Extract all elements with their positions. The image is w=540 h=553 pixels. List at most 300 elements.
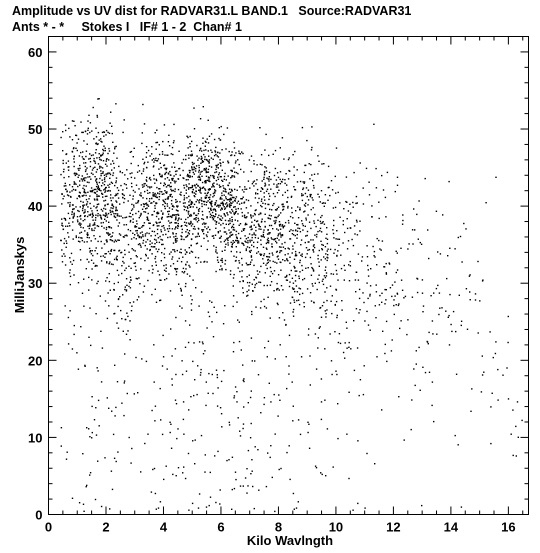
data-point — [268, 240, 269, 241]
data-point — [321, 215, 322, 216]
data-point — [271, 237, 272, 238]
data-point — [213, 235, 214, 236]
data-point — [94, 189, 95, 190]
data-point — [155, 256, 156, 257]
data-point — [83, 212, 84, 213]
data-point — [104, 257, 105, 258]
data-point — [294, 509, 295, 510]
data-point — [96, 196, 97, 197]
data-point — [336, 230, 337, 231]
data-point — [308, 328, 309, 329]
data-point — [207, 249, 208, 250]
data-point — [101, 381, 102, 382]
data-point — [326, 309, 327, 310]
data-point — [359, 230, 360, 231]
data-point — [157, 212, 158, 213]
data-point — [220, 205, 221, 206]
data-point — [227, 242, 228, 243]
data-point — [249, 159, 250, 160]
data-point — [251, 256, 252, 257]
data-point — [195, 439, 196, 440]
data-point — [65, 183, 66, 184]
data-point — [82, 208, 83, 209]
data-point — [273, 290, 274, 291]
data-point — [330, 286, 331, 287]
data-point — [217, 177, 218, 178]
data-point — [264, 174, 265, 175]
data-point — [309, 163, 310, 164]
data-point — [470, 299, 471, 300]
data-point — [147, 257, 148, 258]
data-point — [354, 370, 355, 371]
data-point — [252, 183, 253, 184]
data-point — [98, 203, 99, 204]
data-point — [141, 204, 142, 205]
data-point — [168, 141, 169, 142]
data-point — [141, 173, 142, 174]
data-point — [76, 142, 77, 143]
data-point — [333, 253, 334, 254]
data-point — [175, 348, 176, 349]
data-point — [244, 228, 245, 229]
data-point — [339, 217, 340, 218]
data-point — [112, 197, 113, 198]
data-point — [235, 209, 236, 210]
data-point — [188, 213, 189, 214]
data-point — [218, 138, 219, 139]
data-point — [322, 203, 323, 204]
data-point — [220, 197, 221, 198]
data-point — [275, 168, 276, 169]
data-point — [93, 235, 94, 236]
data-point — [241, 258, 242, 259]
data-point — [99, 214, 100, 215]
data-point — [302, 253, 303, 254]
data-point — [376, 284, 377, 285]
data-point — [154, 468, 155, 469]
data-point — [154, 231, 155, 232]
data-point — [381, 175, 382, 176]
data-point — [232, 244, 233, 245]
data-point — [118, 197, 119, 198]
data-point — [236, 257, 237, 258]
data-point — [135, 262, 136, 263]
data-point — [192, 503, 193, 504]
data-point — [482, 279, 483, 280]
data-point — [99, 153, 100, 154]
data-point — [393, 305, 394, 306]
data-point — [147, 239, 148, 240]
data-point — [304, 172, 305, 173]
data-point — [78, 241, 79, 242]
data-point — [82, 175, 83, 176]
data-point — [232, 457, 233, 458]
data-point — [108, 222, 109, 223]
data-point — [132, 214, 133, 215]
data-point — [205, 189, 206, 190]
data-point — [124, 380, 125, 381]
data-point — [148, 270, 149, 271]
data-point — [310, 194, 311, 195]
data-point — [268, 193, 269, 194]
data-point — [156, 223, 157, 224]
data-point — [334, 249, 335, 250]
data-point — [157, 229, 158, 230]
data-point — [295, 229, 296, 230]
data-point — [306, 219, 307, 220]
data-point — [321, 244, 322, 245]
data-point — [267, 189, 268, 190]
data-point — [317, 173, 318, 174]
data-point — [67, 452, 68, 453]
data-point — [303, 302, 304, 303]
data-point — [99, 166, 100, 167]
data-point — [233, 207, 234, 208]
data-point — [247, 485, 248, 486]
data-point — [258, 251, 259, 252]
data-point — [63, 171, 64, 172]
data-point — [98, 163, 99, 164]
data-point — [77, 210, 78, 211]
data-point — [294, 242, 295, 243]
data-point — [175, 374, 176, 375]
data-point — [181, 290, 182, 291]
data-point — [185, 225, 186, 226]
x-tick-label: 8 — [274, 519, 283, 535]
data-point — [134, 393, 135, 394]
data-point — [209, 136, 210, 137]
data-points — [60, 98, 523, 512]
data-point — [146, 207, 147, 208]
data-point — [317, 155, 318, 156]
data-point — [197, 159, 198, 160]
data-point — [385, 197, 386, 198]
data-point — [197, 243, 198, 244]
data-point — [149, 177, 150, 178]
data-point — [272, 228, 273, 229]
axes — [28, 37, 528, 535]
data-point — [103, 131, 104, 132]
data-point — [92, 174, 93, 175]
data-point — [188, 183, 189, 184]
data-point — [386, 272, 387, 273]
data-point — [362, 256, 363, 257]
data-point — [230, 270, 231, 271]
data-point — [189, 170, 190, 171]
data-point — [458, 237, 459, 238]
data-point — [126, 268, 127, 269]
data-point — [243, 191, 244, 192]
data-point — [194, 185, 195, 186]
data-point — [140, 213, 141, 214]
data-point — [97, 370, 98, 371]
data-point — [308, 267, 309, 268]
data-point — [276, 228, 277, 229]
data-point — [376, 187, 377, 188]
data-point — [280, 232, 281, 233]
data-point — [114, 146, 115, 147]
data-point — [292, 420, 293, 421]
data-point — [307, 288, 308, 289]
data-point — [224, 213, 225, 214]
data-point — [267, 233, 268, 234]
data-point — [124, 270, 125, 271]
data-point — [203, 154, 204, 155]
data-point — [311, 147, 312, 148]
data-point — [121, 403, 122, 404]
data-point — [261, 164, 262, 165]
data-point — [264, 166, 265, 167]
data-point — [254, 360, 255, 361]
data-point — [261, 221, 262, 222]
data-point — [377, 238, 378, 239]
data-point — [210, 175, 211, 176]
data-point — [224, 179, 225, 180]
data-point — [165, 234, 166, 235]
data-point — [106, 262, 107, 263]
data-point — [263, 263, 264, 264]
data-point — [187, 208, 188, 209]
data-point — [120, 310, 121, 311]
data-point — [262, 180, 263, 181]
data-point — [347, 228, 348, 229]
data-point — [131, 210, 132, 211]
data-point — [155, 406, 156, 407]
data-point — [89, 307, 90, 308]
data-point — [88, 158, 89, 159]
data-point — [85, 171, 86, 172]
data-point — [182, 374, 183, 375]
data-point — [301, 356, 302, 357]
data-point — [61, 223, 62, 224]
data-point — [168, 216, 169, 217]
data-point — [152, 272, 153, 273]
data-point — [112, 133, 113, 134]
data-point — [125, 319, 126, 320]
data-point — [133, 206, 134, 207]
data-point — [177, 428, 178, 429]
data-point — [89, 474, 90, 475]
data-point — [108, 213, 109, 214]
data-point — [420, 390, 421, 391]
data-point — [147, 219, 148, 220]
data-point — [307, 253, 308, 254]
data-point — [233, 240, 234, 241]
data-point — [209, 300, 210, 301]
data-point — [373, 255, 374, 256]
data-point — [95, 217, 96, 218]
data-point — [83, 159, 84, 160]
data-point — [96, 179, 97, 180]
data-point — [202, 211, 203, 212]
data-point — [315, 283, 316, 284]
data-point — [75, 175, 76, 176]
data-point — [280, 250, 281, 251]
data-point — [60, 240, 61, 241]
data-point — [173, 206, 174, 207]
data-point — [103, 153, 104, 154]
data-point — [273, 203, 274, 204]
data-point — [201, 171, 202, 172]
data-point — [268, 184, 269, 185]
data-point — [396, 272, 397, 273]
data-point — [78, 369, 79, 370]
data-point — [113, 172, 114, 173]
data-point — [119, 233, 120, 234]
data-point — [280, 229, 281, 230]
data-point — [60, 174, 61, 175]
data-point — [140, 214, 141, 215]
data-point — [363, 394, 364, 395]
data-point — [74, 125, 75, 126]
data-point — [270, 457, 271, 458]
data-point — [167, 368, 168, 369]
data-point — [489, 331, 490, 332]
data-point — [155, 142, 156, 143]
data-point — [335, 264, 336, 265]
data-point — [175, 202, 176, 203]
data-point — [149, 192, 150, 193]
data-point — [154, 195, 155, 196]
data-point — [232, 489, 233, 490]
data-point — [327, 250, 328, 251]
data-point — [401, 280, 402, 281]
data-point — [148, 150, 149, 151]
data-point — [321, 401, 322, 402]
data-point — [62, 131, 63, 132]
data-point — [366, 245, 367, 246]
data-point — [173, 263, 174, 264]
data-point — [177, 214, 178, 215]
data-point — [161, 210, 162, 211]
data-point — [222, 170, 223, 171]
data-point — [87, 259, 88, 260]
data-point — [300, 255, 301, 256]
data-point — [107, 132, 108, 133]
data-point — [114, 283, 115, 284]
data-point — [394, 314, 395, 315]
data-point — [169, 225, 170, 226]
data-point — [192, 223, 193, 224]
data-point — [117, 187, 118, 188]
data-point — [425, 372, 426, 373]
data-point — [84, 204, 85, 205]
data-point — [346, 322, 347, 323]
data-point — [226, 212, 227, 213]
data-point — [106, 253, 107, 254]
data-point — [202, 341, 203, 342]
data-point — [198, 158, 199, 159]
data-point — [225, 189, 226, 190]
data-point — [198, 190, 199, 191]
data-point — [231, 209, 232, 210]
data-point — [190, 187, 191, 188]
data-point — [382, 240, 383, 241]
data-point — [335, 304, 336, 305]
data-point — [412, 297, 413, 298]
data-point — [229, 199, 230, 200]
data-point — [356, 272, 357, 273]
data-point — [202, 160, 203, 161]
data-point — [145, 245, 146, 246]
data-point — [242, 270, 243, 271]
data-point — [149, 250, 150, 251]
data-point — [312, 197, 313, 198]
data-point — [299, 207, 300, 208]
data-point — [173, 140, 174, 141]
data-point — [98, 98, 99, 99]
data-point — [338, 245, 339, 246]
data-point — [93, 230, 94, 231]
data-point — [132, 248, 133, 249]
data-point — [97, 144, 98, 145]
data-point — [94, 167, 95, 168]
data-point — [203, 238, 204, 239]
data-point — [183, 268, 184, 269]
data-point — [265, 226, 266, 227]
data-point — [124, 198, 125, 199]
data-point — [137, 172, 138, 173]
data-point — [235, 219, 236, 220]
data-point — [225, 246, 226, 247]
data-point — [175, 188, 176, 189]
data-point — [192, 164, 193, 165]
data-point — [291, 212, 292, 213]
data-point — [146, 177, 147, 178]
data-point — [118, 328, 119, 329]
data-point — [238, 260, 239, 261]
data-point — [315, 466, 316, 467]
data-point — [199, 236, 200, 237]
data-point — [114, 313, 115, 314]
data-point — [140, 268, 141, 269]
data-point — [323, 256, 324, 257]
data-point — [263, 255, 264, 256]
data-point — [374, 463, 375, 464]
data-point — [366, 168, 367, 169]
data-point — [123, 262, 124, 263]
data-point — [283, 227, 284, 228]
data-point — [215, 154, 216, 155]
data-point — [402, 214, 403, 215]
data-point — [220, 219, 221, 220]
data-point — [198, 165, 199, 166]
data-point — [101, 209, 102, 210]
data-point — [246, 189, 247, 190]
data-point — [325, 253, 326, 254]
data-point — [257, 189, 258, 190]
data-point — [181, 252, 182, 253]
data-point — [192, 361, 193, 362]
data-point — [270, 218, 271, 219]
data-point — [346, 348, 347, 349]
data-point — [227, 205, 228, 206]
data-point — [171, 203, 172, 204]
data-point — [201, 156, 202, 157]
data-point — [193, 342, 194, 343]
data-point — [155, 289, 156, 290]
data-point — [293, 166, 294, 167]
data-point — [211, 215, 212, 216]
x-tick-label: 2 — [102, 519, 110, 535]
data-point — [107, 204, 108, 205]
data-point — [297, 206, 298, 207]
data-point — [289, 286, 290, 287]
data-point — [69, 184, 70, 185]
data-point — [229, 203, 230, 204]
data-point — [182, 229, 183, 230]
data-point — [222, 185, 223, 186]
